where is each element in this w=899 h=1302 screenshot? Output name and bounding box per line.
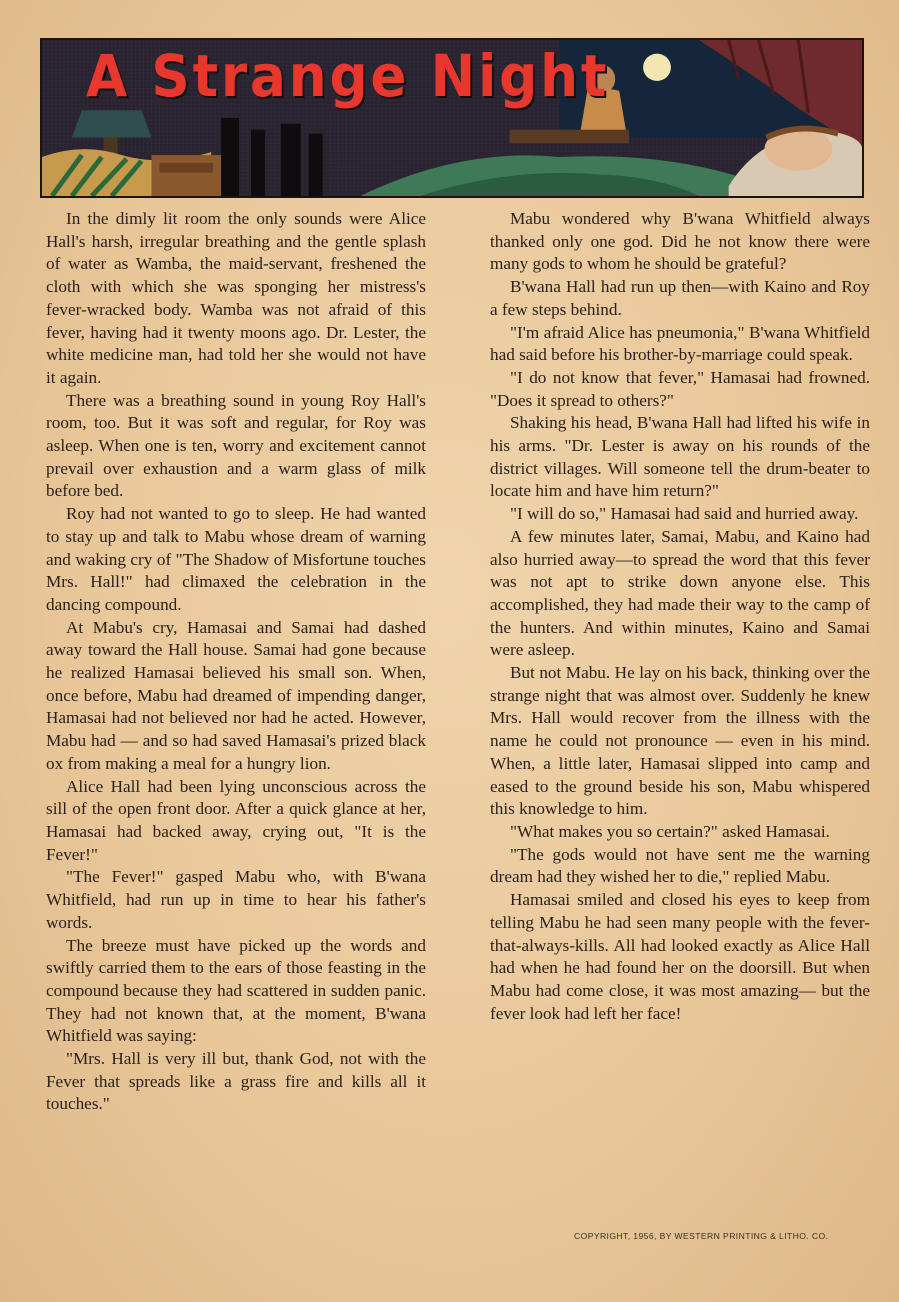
title-banner <box>40 38 864 198</box>
paragraph: In the dimly lit room the only sounds were Alice Hall's harsh, irregular breathing and the gentle splash of water as Wamba, the maid-servant, freshened the cloth with which she was sponging her mistress's fever-wracked body. Wamba was not afraid of this fever, having had it twenty moons ago. Dr. Lester, the white medicine man, had told her she would not have it again. <box>46 209 426 387</box>
paragraph: Alice Hall had been lying unconscious across the sill of the open front door. After a quick glance at her, Hamasai had backed away, crying out, "It is the Fever!" <box>46 776 426 864</box>
paragraph: Shaking his head, B'wana Hall had lifted his wife in his arms. "Dr. Lester is away on his rounds of the district villages. Will someone tell the drum-beater to locate him and have him return?" <box>490 413 870 501</box>
paragraph: "I do not know that fever," Hamasai had frowned. "Does it spread to others?" <box>490 367 870 410</box>
paragraph: But not Mabu. He lay on his back, thinking over the strange night that was almost over. Suddenly he knew Mrs. Hall would recover from the illness with the name he could not pronounce — even in his mind. When, a little later, Hamasai slipped into camp and eased to the ground beside his son, Mabu whispered this knowledge to him. <box>490 663 870 819</box>
right-column <box>490 208 870 1025</box>
paragraph: "Mrs. Hall is very ill but, thank God, not with the Fever that spreads like a grass fire and kills all it touches." <box>46 1049 426 1114</box>
paragraph: At Mabu's cry, Hamasai and Samai had dashed away toward the Hall house. Samai had gone because he realized Hamasai believed his small son. When, once before, Mabu had dreamed of impending danger, Hamasai had not believed nor had he acted. However, Mabu had — and so had saved Hamasai's prized black ox from making a meal for a hungry lion. <box>46 617 426 773</box>
paragraph: "I will do so," Hamasai had said and hurried away. <box>510 504 859 524</box>
paragraph: Hamasai smiled and closed his eyes to keep from telling Mabu he had seen many people with the fever-that-always-kills. All had looked exactly as Alice Hall had when he had found her on the doorsill. But when Mabu had come close, it was most amazing— but the fever look had left her face! <box>490 890 870 1023</box>
story-title: A Strange Night <box>86 42 610 110</box>
paragraph: The breeze must have picked up the words and swiftly carried them to the ears of those feasting in the compound because they had scattered in sudden panic. They had not known that, at the moment, B'wana Whitfield was saying: <box>46 935 426 1046</box>
moon-icon <box>643 54 671 81</box>
paragraph: "What makes you so certain?" asked Hamasai. <box>510 821 830 841</box>
paragraph: "I'm afraid Alice has pneumonia," B'wana Whitfield had said before his brother-by-marriage could speak. <box>490 322 870 365</box>
paragraph: "The gods would not have sent me the warning dream had they wished her to die," replied Mabu. <box>490 844 870 887</box>
paragraph: Roy had not wanted to go to sleep. He had wanted to stay up and talk to Mabu whose dream of warning and waking cry of "The Shadow of Misfortune touches Mrs. Hall!" had climaxed the celebration in the dancing compound. <box>46 504 426 614</box>
paragraph: Mabu wondered why B'wana Whitfield always thanked only one god. Did he not know there were many gods to whom he should be grateful? <box>490 209 870 274</box>
paragraph: B'wana Hall had run up then—with Kaino and Roy a few steps behind. <box>490 277 870 319</box>
paragraph: A few minutes later, Samai, Mabu, and Kaino had also hurried away—to spread the word that this fever was not apt to strike down anyone else. This accomplished, they had made their way to the camp of the hunters. And within minutes, Kaino and Samai were asleep. <box>490 526 870 660</box>
paragraph: "The Fever!" gasped Mabu who, with B'wana Whitfield, had run up in time to hear his father's words. <box>46 867 426 932</box>
paragraph: There was a breathing sound in young Roy Hall's room, too. But it was soft and regular, for Roy was asleep. When one is ten, worry and excitement cannot prevail over exhaustion and a warm glass of milk before bed. <box>46 390 426 501</box>
copyright-notice: COPYRIGHT, 1956, BY WESTERN PRINTING & LITHO. CO. <box>574 1231 829 1241</box>
left-column <box>46 208 426 1116</box>
